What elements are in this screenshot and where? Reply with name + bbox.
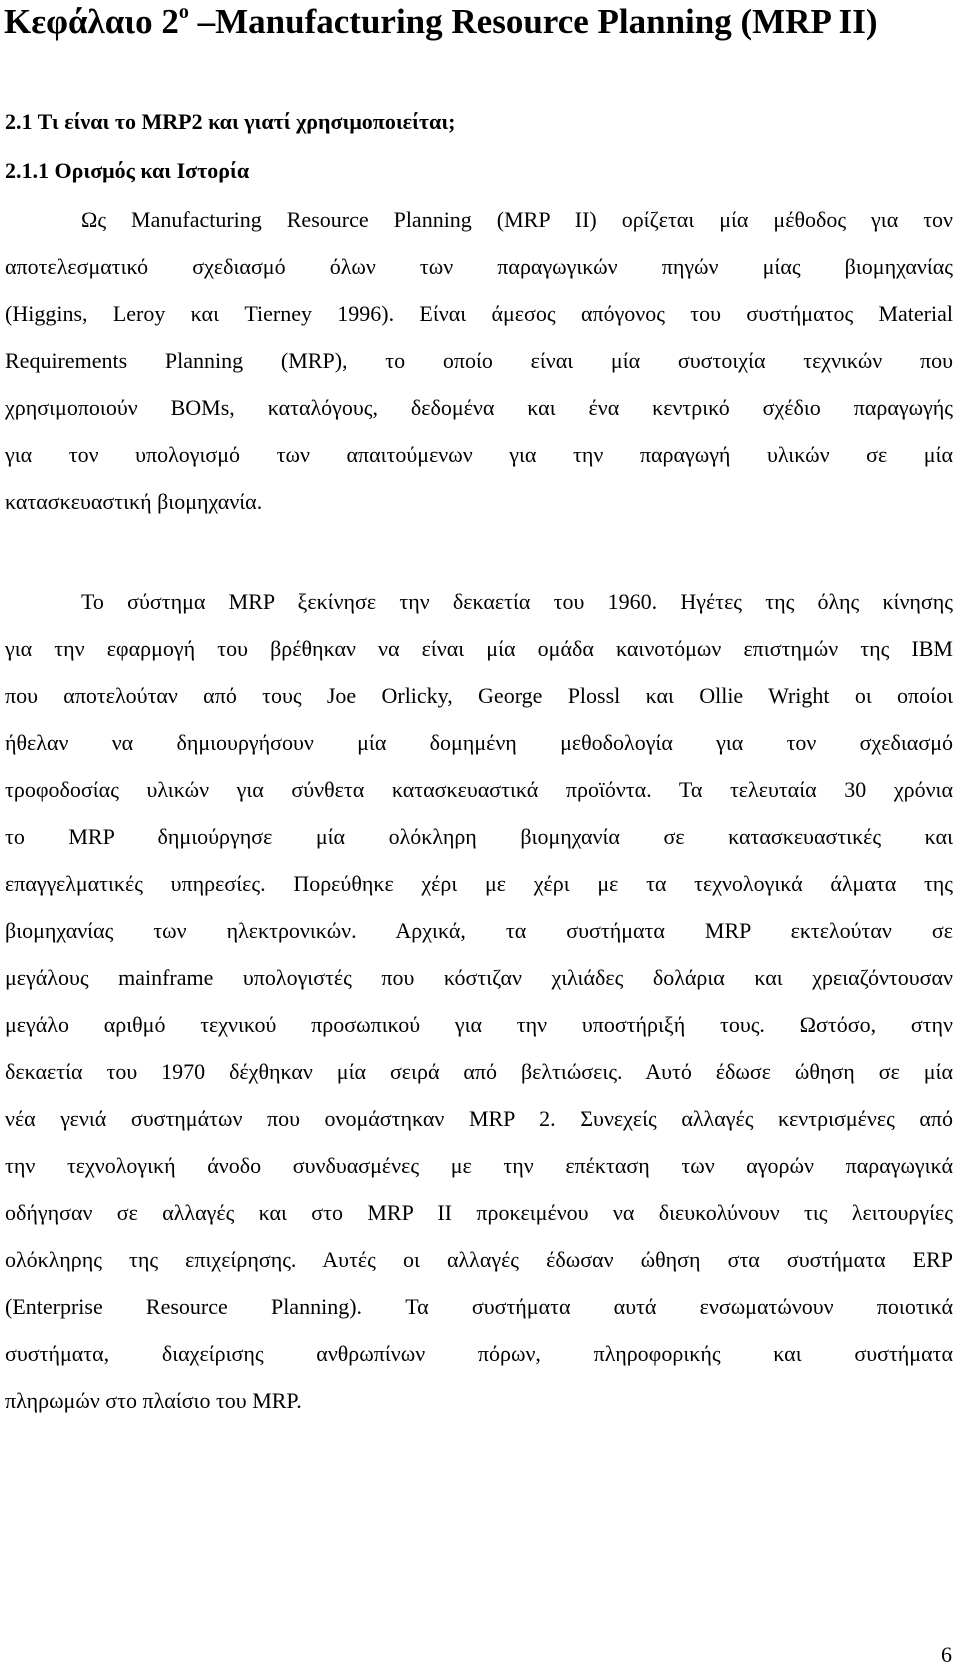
paragraph-line: που αποτελούταν από τους Joe Orlicky, George Plossl και Ollie Wright οι οποίοι: [5, 683, 953, 708]
chapter-title-prefix: Κεφάλαιο 2: [4, 2, 179, 41]
section-heading: 2.1 Τι είναι το MRP2 και γιατί χρησιμοποιείται;: [5, 109, 456, 134]
paragraph-line: ολόκληρης της επιχείρησης. Αυτές οι αλλαγές έδωσαν ώθηση στα συστήματα ERP: [5, 1247, 953, 1272]
paragraph-line: Ως Manufacturing Resource Planning (MRP II) ορίζεται μία μέθοδος για τον: [81, 207, 953, 232]
subsection-heading: 2.1.1 Ορισμός και Ιστορία: [5, 158, 250, 183]
paragraph-line: (Higgins, Leroy και Tierney 1996). Είναι άμεσος απόγονος του συστήματος Material: [5, 301, 953, 326]
paragraph-line: την τεχνολογική άνοδο συνδυασμένες με την επέκταση των αγορών παραγωγικά: [5, 1153, 953, 1178]
paragraph-definition: [5, 196, 953, 525]
paragraph-line: μεγάλους mainframe υπολογιστές που κόστιζαν χιλιάδες δολάρια και χρειαζόντουσαν: [5, 965, 953, 990]
paragraph-line: συστήματα, διαχείρισης ανθρωπίνων πόρων, πληροφορικής και συστήματα: [5, 1341, 953, 1366]
chapter-title: [4, 0, 878, 44]
paragraph-line: κατασκευαστική βιομηχανία.: [5, 489, 263, 514]
chapter-title-rest: –Manufacturing Resource Planning (MRP II): [188, 2, 878, 41]
paragraph-line: αποτελεσματικό σχεδιασμό όλων των παραγωγικών πηγών μίας βιομηχανίας: [5, 254, 953, 279]
paragraph-line: νέα γενιά συστημάτων που ονομάστηκαν MRP 2. Συνεχείς αλλαγές κεντρισμένες από: [5, 1106, 953, 1131]
paragraph-line: πληρωμών στο πλαίσιο του MRP.: [5, 1388, 302, 1413]
paragraph-line: (Enterprise Resource Planning). Τα συστήματα αυτά ενσωματώνουν ποιοτικά: [5, 1294, 953, 1319]
paragraph-line: ήθελαν να δημιουργήσουν μία δομημένη μεθοδολογία για τον σχεδιασμό: [5, 730, 953, 755]
paragraph-line: για την εφαρμογή του βρέθηκαν να είναι μία ομάδα καινοτόμων επιστημών της IBM: [5, 636, 953, 661]
paragraph-line: τροφοδοσίας υλικών για σύνθετα κατασκευαστικά προϊόντα. Τα τελευταία 30 χρόνια: [5, 777, 953, 802]
paragraph-line: επαγγελματικές υπηρεσίες. Πορεύθηκε χέρι με χέρι με τα τεχνολογικά άλματα της: [5, 871, 953, 896]
paragraph-line: μεγάλο αριθμό τεχνικού προσωπικού για την υποστήριξή τους. Ωστόσο, στην: [5, 1012, 953, 1037]
paragraph-line: για τον υπολογισμό των απαιτούμενων για την παραγωγή υλικών σε μία: [5, 442, 953, 467]
paragraph-line: βιομηχανίας των ηλεκτρονικών. Αρχικά, τα συστήματα MRP εκτελούταν σε: [5, 918, 953, 943]
paragraph-line: Το σύστημα MRP ξεκίνησε την δεκαετία του 1960. Ηγέτες της όλης κίνησης: [81, 589, 953, 614]
chapter-title-superscript: ο: [178, 1, 189, 23]
paragraph-line: το MRP δημιούργησε μία ολόκληρη βιομηχανία σε κατασκευαστικές και: [5, 824, 953, 849]
page-number: 6: [941, 1642, 952, 1667]
paragraph-line: οδήγησαν σε αλλαγές και στο MRP II προκειμένου να διευκολύνουν τις λειτουργίες: [5, 1200, 953, 1225]
paragraph-history: [5, 578, 953, 1424]
paragraph-line: χρησιμοποιούν BOMs, καταλόγους, δεδομένα και ένα κεντρικό σχέδιο παραγωγής: [5, 395, 953, 420]
paragraph-line: δεκαετία του 1970 δέχθηκαν μία σειρά από βελτιώσεις. Αυτό έδωσε ώθηση σε μία: [5, 1059, 953, 1084]
paragraph-line: Requirements Planning (MRP), το οποίο είναι μία συστοιχία τεχνικών που: [5, 348, 953, 373]
